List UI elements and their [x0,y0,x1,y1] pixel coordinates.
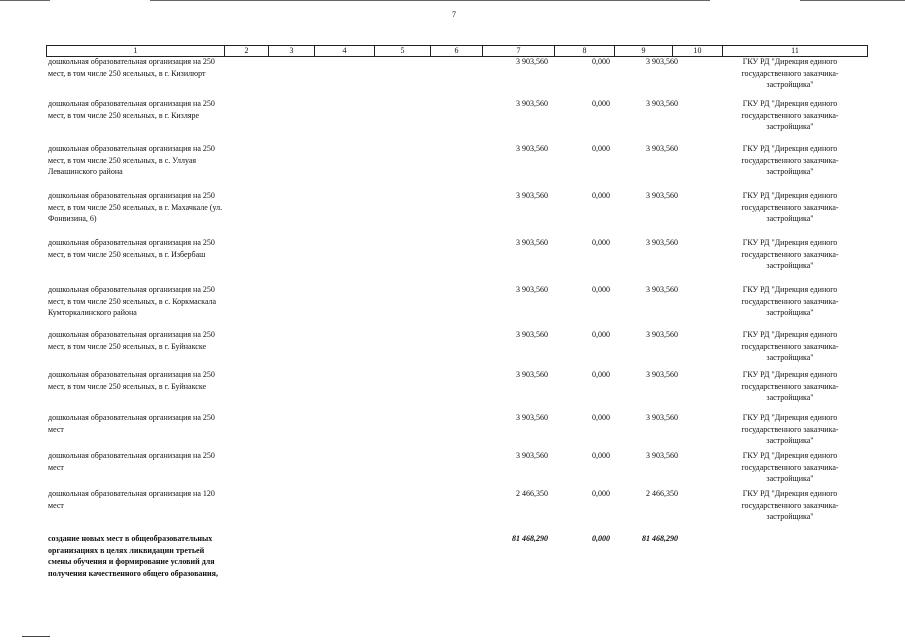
row-col11: ГКУ РД "Дирекция единого государственного заказчика-застройщика" [741,238,839,270]
row-name: дошкольная образовательная организация на 250 мест, в том числе 250 ясельных, в г. Махачкале (ул. Фонвизина, 6) [48,191,223,223]
top-rule-center [150,0,710,1]
header-col-4: 4 [314,46,374,56]
row-name: дошкольная образовательная организация на 250 мест, в том числе 250 ясельных, в г. Буйнакске [48,370,215,391]
header-col-2: 2 [224,46,268,56]
header-col-10: 10 [672,46,722,56]
header-col-8: 8 [554,46,614,56]
row-col7: 3 903,560 [516,238,548,247]
row-col9: 3 903,560 [646,99,678,108]
row-col9: 2 466,350 [646,489,678,498]
row-col7: 3 903,560 [516,57,548,66]
summary-col7: 81 468,290 [512,534,548,543]
row-col11: ГКУ РД "Дирекция единого государственного заказчика-застройщика" [741,191,839,223]
row-name: дошкольная образовательная организация на 250 мест, в том числе 250 ясельных, в г. Кизляре [48,99,215,120]
row-col9: 3 903,560 [646,238,678,247]
row-name: дошкольная образовательная организация на 250 мест [48,413,215,434]
row-col8: 0,000 [592,489,610,498]
row-col11: ГКУ РД "Дирекция единого государственного заказчика-застройщика" [741,370,839,402]
row-col8: 0,000 [592,191,610,200]
row-col9: 3 903,560 [646,370,678,379]
row-col8: 0,000 [592,144,610,153]
header-col-9: 9 [614,46,672,56]
row-col11: ГКУ РД "Дирекция единого государственного заказчика-застройщика" [741,285,839,317]
summary-col9: 81 468,290 [642,534,678,543]
row-col7: 3 903,560 [516,451,548,460]
row-name: дошкольная образовательная организация на 250 мест, в том числе 250 ясельных, в с. Коркмаскала Кумторкалинского района [48,285,217,317]
row-col7: 3 903,560 [516,285,548,294]
header-col-5: 5 [374,46,430,56]
row-col9: 3 903,560 [646,413,678,422]
row-name: дошкольная образовательная организация на 250 мест, в том числе 250 ясельных, в г. Буйнакске [48,330,215,351]
row-name: дошкольная образовательная организация на 250 мест [48,451,215,472]
row-col8: 0,000 [592,451,610,460]
header-col-11: 11 [722,46,868,56]
header-col-7: 7 [482,46,554,56]
summary-col8: 0,000 [592,534,610,543]
row-name: дошкольная образовательная организация на 120 мест [48,489,215,510]
row-col11: ГКУ РД "Дирекция единого государственного заказчика-застройщика" [741,413,839,445]
row-col8: 0,000 [592,330,610,339]
bottom-rule [22,636,50,637]
row-col9: 3 903,560 [646,330,678,339]
row-name: дошкольная образовательная организация на 250 мест, в том числе 250 ясельных, в г. Избербаш [48,238,215,259]
row-col11: ГКУ РД "Дирекция единого государственного заказчика-застройщика" [741,330,839,362]
row-col8: 0,000 [592,285,610,294]
row-name: дошкольная образовательная организация на 250 мест, в том числе 250 ясельных, в с. Уллуая Левашинского района [48,144,215,176]
row-col11: ГКУ РД "Дирекция единого государственного заказчика-застройщика" [741,144,839,176]
row-col9: 3 903,560 [646,57,678,66]
row-col8: 0,000 [592,413,610,422]
row-col9: 3 903,560 [646,144,678,153]
row-col7: 2 466,350 [516,489,548,498]
row-col8: 0,000 [592,99,610,108]
row-col9: 3 903,560 [646,451,678,460]
row-col11: ГКУ РД "Дирекция единого государственного заказчика-застройщика" [741,451,839,483]
row-col8: 0,000 [592,238,610,247]
row-col7: 3 903,560 [516,370,548,379]
row-col7: 3 903,560 [516,99,548,108]
row-col9: 3 903,560 [646,285,678,294]
row-col11: ГКУ РД "Дирекция единого государственного заказчика-застройщика" [741,99,839,131]
row-col11: ГКУ РД "Дирекция единого государственного заказчика-застройщика" [741,57,839,89]
row-col7: 3 903,560 [516,191,548,200]
page-number: 7 [452,10,456,19]
row-name: дошкольная образовательная организация на 250 мест, в том числе 250 ясельных, в г. Кизилюрт [48,57,215,78]
row-col11: ГКУ РД "Дирекция единого государственного заказчика-застройщика" [741,489,839,521]
summary-name: создание новых мест в общеобразовательных организациях в целях ликвидации третьей смены обучения и формирование условий для получения качественного общего образования, [48,534,218,578]
top-rule-right [800,0,905,1]
row-col8: 0,000 [592,57,610,66]
header-col-1: 1 [46,46,224,56]
row-col7: 3 903,560 [516,330,548,339]
top-rule-left [0,0,50,1]
header-col-3: 3 [268,46,314,56]
header-col-6: 6 [430,46,482,56]
row-col7: 3 903,560 [516,413,548,422]
row-col7: 3 903,560 [516,144,548,153]
row-col8: 0,000 [592,370,610,379]
row-col9: 3 903,560 [646,191,678,200]
